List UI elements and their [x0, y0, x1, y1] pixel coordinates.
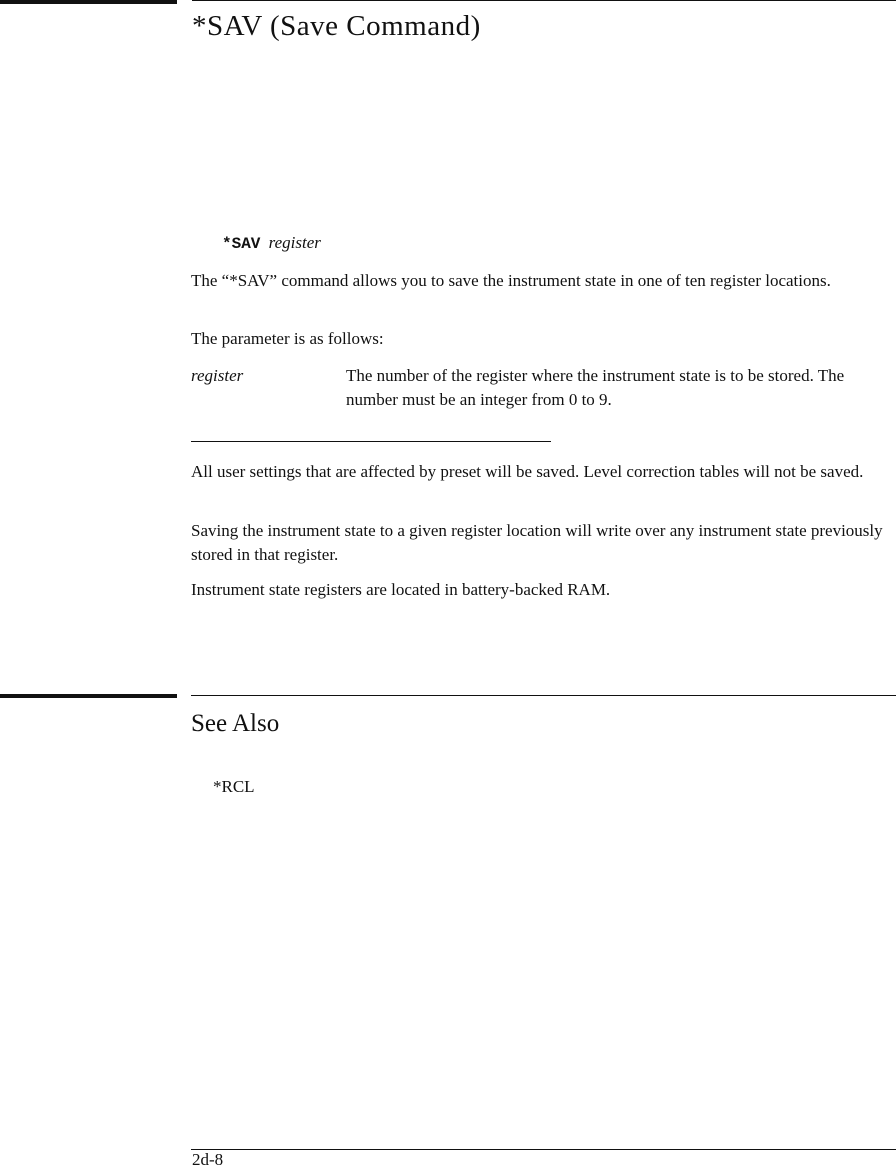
see-also-bar-left [0, 694, 177, 698]
note-paragraph: All user settings that are affected by preset will be saved. Level correction tables will not be saved. [191, 462, 864, 481]
note-paragraph: Saving the instrument state to a given register location will write over any instrument state previously stored in that register. [191, 521, 883, 564]
section-bar-left [0, 0, 177, 4]
footer-rule [191, 1149, 896, 1150]
page-number: 2d-8 [192, 1150, 224, 1169]
section-rule [192, 0, 896, 1]
see-also-rule [191, 695, 896, 696]
intro-paragraph: The “*SAV” command allows you to save the instrument state in one of ten register locations. [191, 271, 831, 290]
notes-divider [191, 441, 551, 442]
syntax-parameter: register [268, 233, 321, 252]
parameter-name: register [191, 366, 244, 385]
page-title: *SAV (Save Command) [192, 10, 481, 42]
note-paragraph: Instrument state registers are located in battery-backed RAM. [191, 580, 611, 599]
see-also-link[interactable]: *RCL [213, 777, 255, 796]
params-lead: The parameter is as follows: [191, 329, 384, 348]
parameter-description: The number of the register where the instrument state is to be stored. The number must be an integer from 0 to 9. [346, 366, 845, 409]
see-also-heading: See Also [191, 710, 280, 737]
syntax-command: *SAV [222, 235, 261, 253]
command-syntax [222, 233, 321, 253]
